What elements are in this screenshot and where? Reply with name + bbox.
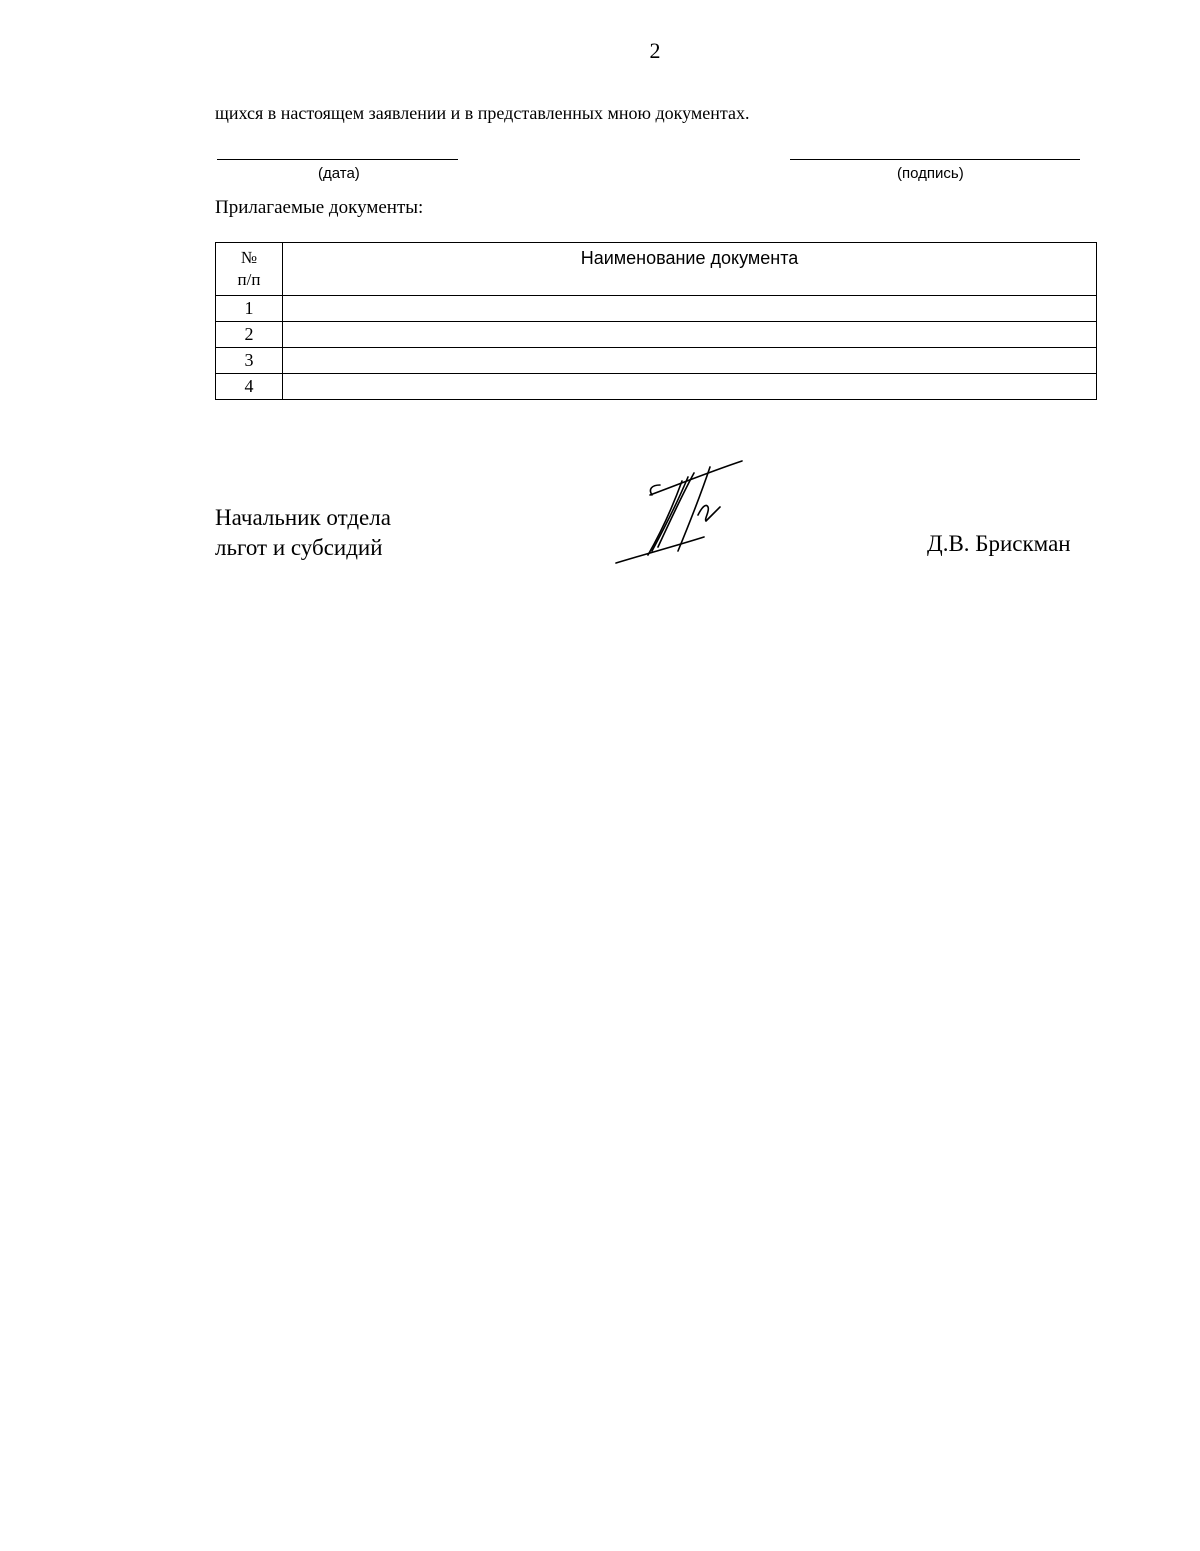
date-caption: (дата) bbox=[318, 165, 360, 182]
attached-documents-table bbox=[215, 242, 1097, 400]
page-number: 2 bbox=[649, 38, 661, 63]
table-row bbox=[216, 348, 1097, 374]
statement-text: щихся в настоящем заявлении и в представленных мною документах. bbox=[215, 103, 750, 123]
handwritten-signature bbox=[612, 455, 752, 567]
date-field-line bbox=[217, 159, 458, 160]
row-number: 4 bbox=[216, 374, 283, 400]
signer-position-line1: Начальник отдела bbox=[215, 505, 391, 530]
number-sub: п/п bbox=[237, 270, 261, 289]
attached-documents-label: Прилагаемые документы: bbox=[215, 197, 424, 218]
column-header-number bbox=[216, 243, 283, 296]
signer-position-line2: льгот и субсидий bbox=[215, 535, 383, 560]
table-header-row bbox=[216, 243, 1097, 296]
signer-position bbox=[215, 503, 391, 563]
number-sign: № bbox=[240, 248, 258, 267]
table-row bbox=[216, 296, 1097, 322]
row-number: 3 bbox=[216, 348, 283, 374]
table-row bbox=[216, 322, 1097, 348]
signature-field-line bbox=[790, 159, 1080, 160]
row-document-name bbox=[283, 374, 1097, 400]
row-document-name bbox=[283, 296, 1097, 322]
signer-name: Д.В. Брискман bbox=[927, 531, 1071, 556]
row-number: 1 bbox=[216, 296, 283, 322]
signature-caption: (подпись) bbox=[897, 165, 964, 182]
row-document-name bbox=[283, 322, 1097, 348]
row-number: 2 bbox=[216, 322, 283, 348]
column-header-name: Наименование документа bbox=[283, 243, 1097, 296]
row-document-name bbox=[283, 348, 1097, 374]
table-row bbox=[216, 374, 1097, 400]
